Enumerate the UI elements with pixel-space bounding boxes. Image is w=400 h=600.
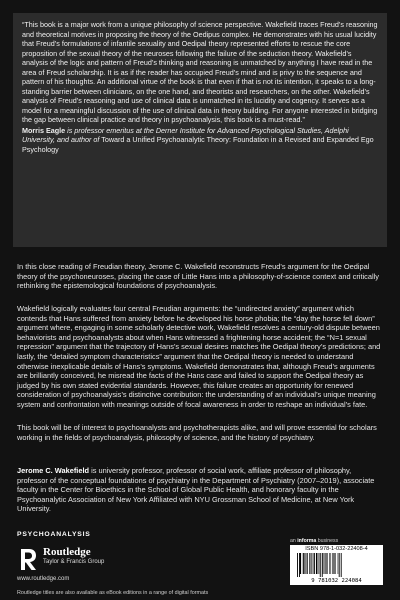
publisher-logo — [17, 545, 157, 573]
barcode-bar — [326, 553, 327, 574]
barcode-bar — [323, 553, 324, 574]
barcode-guard-bar — [339, 553, 340, 577]
barcode-bar — [304, 553, 305, 574]
barcode-bar — [327, 553, 328, 574]
barcode-guard-bar — [322, 553, 323, 577]
isbn-barcode — [290, 545, 383, 585]
barcode-graphic — [295, 553, 378, 583]
informa-business-tag — [290, 538, 338, 544]
barcode-bar — [329, 553, 330, 574]
barcode-bar — [338, 553, 339, 574]
barcode-bar — [303, 553, 304, 574]
endorser-book-title: Toward a Unified Psychoanalytic Theory: Foundation in a Revised and Expanded Ego Psychology — [22, 135, 374, 154]
subject-category: PSYCHOANALYSIS — [17, 531, 91, 538]
ebook-note: Routledge titles are also available as eBook editions in a range of digital formats — [17, 590, 209, 596]
barcode-bar — [306, 553, 307, 574]
barcode-bar — [334, 553, 335, 574]
endorser-credit — [22, 126, 378, 155]
barcode-bar — [314, 553, 315, 574]
barcode-bar — [311, 553, 312, 574]
isbn-label: ISBN 978-1-032-22408-4 — [305, 546, 368, 552]
informa-suffix: business — [317, 538, 339, 544]
barcode-guard-bar — [299, 553, 300, 577]
author-bio — [17, 466, 383, 514]
barcode-number: 9 781032 224084 — [311, 578, 362, 583]
barcode-bar — [325, 553, 326, 574]
barcode-bar — [307, 553, 308, 574]
author-name: Jerome C. Wakefield — [17, 466, 90, 475]
barcode-bar — [318, 553, 319, 574]
informa-name: informa — [297, 538, 317, 544]
description-paragraph-1: In this close reading of Freudian theory, Jerome C. Wakefield reconstructs Freud’s argument for the Oedipal theory of the psychoneuroses, placing the case of Little Hans into a philosophy-of-science context and critically rethinking the epistemological foundations of psychoanalysis. — [17, 262, 379, 291]
endorser-name: Morris Eagle — [22, 125, 66, 135]
barcode-bar — [332, 553, 333, 574]
publisher-group: Taylor & Francis Group — [43, 559, 105, 565]
barcode-bar — [309, 553, 310, 574]
barcode-bar — [335, 553, 336, 574]
description-paragraph-2: Wakefield logically evaluates four central Freudian arguments: the “undirected anxiety” argument which contends that Hans suffered from anxiety before he developed his horse phobia; the “day the horse fell down” argument where, engaging in some scholarly detective work, Wakefield resolves a century-old dispute between behaviorists and psychoanalysts about when Hans witnessed a frightening horse accident; the “N=1 sexual repression” argument that the trajectory of Hans’s sexual desires matches the Oedipal theory’s predictions; and lastly, the “detailed symptom characteristics” argument that the Oedipal theory is needed to understand otherwise inexplicable details of Hans’s symptoms. Wakefield demonstrates that, although Freud’s arguments are brilliantly conceived, he misread the facts of the Hans case and failed to support the Oedipal theory as judged by his own stated evidential standards. However, this failure creates an opportunity for renewed consideration of psychoanalysis’s distinctive contribution: the understanding of an individual’s unique meaning system and confrontation with meanings outside of focal awareness in order to reshape an individual’s fate. — [17, 304, 381, 409]
informa-prefix: an — [290, 538, 296, 544]
endorsement-box — [13, 13, 387, 247]
barcode-bar — [324, 553, 325, 574]
endorser-affiliation: is professor emeritus at the Derner Institute for Advanced Psychological Studies, Adelphi University, and author of — [22, 125, 349, 144]
barcode-guard-bar — [341, 553, 342, 577]
barcode-bar — [313, 553, 314, 574]
publisher-url: www.routledge.com — [17, 576, 70, 582]
barcode-bar — [333, 553, 334, 574]
routledge-logo-icon — [17, 546, 39, 572]
description-paragraph-3: This book will be of interest to psychoanalysts and psychotherapists alike, and will prove essential for scholars working in the fields of psychoanalysis, philosophy of science, and the history of psychiatry. — [17, 423, 377, 442]
barcode-bar — [319, 553, 320, 574]
barcode-bar — [316, 553, 317, 574]
barcode-guard-bar — [320, 553, 321, 577]
barcode-bar — [331, 553, 332, 574]
publisher-name: Routledge — [43, 546, 91, 558]
barcode-guard-bar — [297, 553, 298, 577]
author-bio-text: is university professor, professor of social work, affiliate professor of philosophy, professor of the conceptual foundations of psychiatry in the Department of Psychiatry (2007–2019), associate faculty in the Center for Bioethics in the School of Global Public Health, and honorary faculty in the Psychoanalytic Association of New York Affiliated with NYU Grossman School of Medicine, at New York University. — [17, 466, 375, 514]
endorsement-quote: “This book is a major work from a unique philosophy of science perspective. Wakefield traces Freud’s reasoning and theoretical motives in proposing the theory of the Oedipus complex. He demonstrates with his usual lucidity that Freud’s formulations of infantile sexuality and Oedipal theory represented efforts to rescue the core proposition of the sexual theory of the neuroses following the failure of the seduction theory. Wakefield’s analysis of the logic and pattern of Freud’s thinking and reasoning is unmatched by anything I have read in the area of Freud scholarship. It is as if the reader has occupied Freud’s mind and is privy to the sequence and pattern of his thoughts. An additional virtue of the book is that even if that is not its intention, it speaks to a long-standing barrier between clinicians, on the one hand, and theorists and researchers, on the other. Wakefield’s analysis of Freud’s reasoning and use of clinical data is unmatched in its lucidity and cogency. It serves as a model for a meaningful discussion of the use of clinical data in theory building. For anyone interested in bridging the gap between clinical practice and theory in psychoanalysis, this book is a must-read.” — [22, 20, 378, 124]
barcode-bar — [300, 553, 301, 574]
